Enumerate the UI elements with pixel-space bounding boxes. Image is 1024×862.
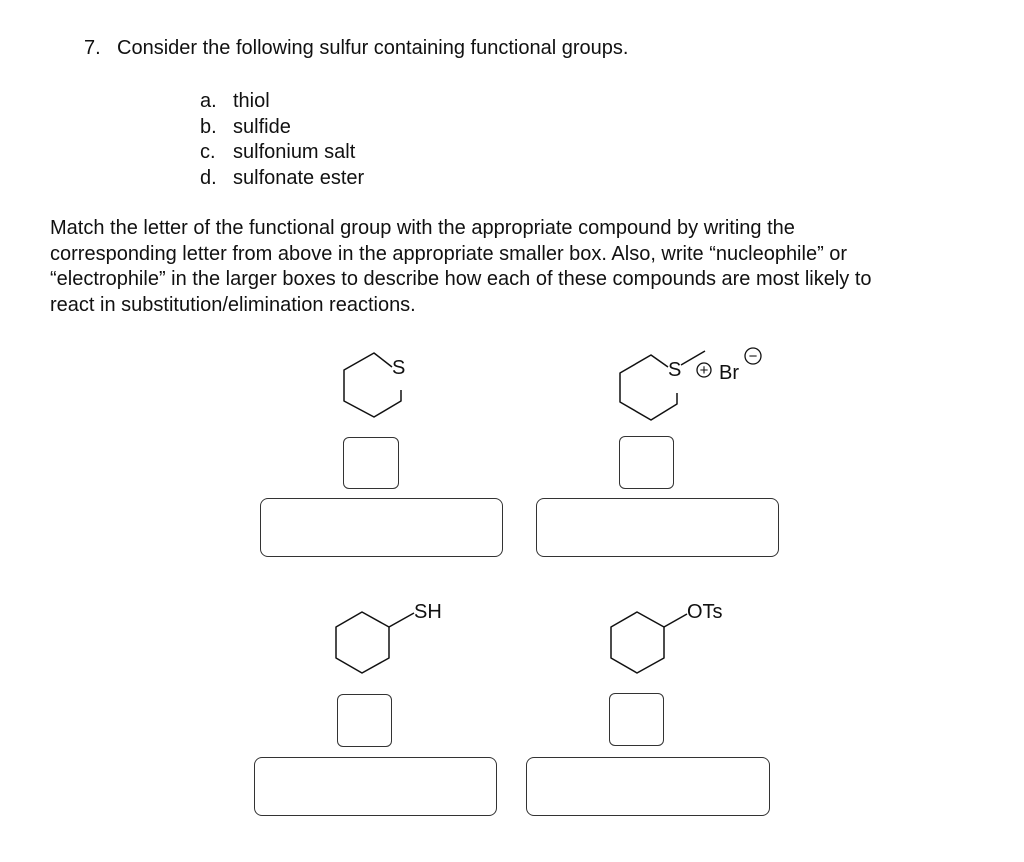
sulfonium-salt-structure (608, 345, 778, 425)
sulfonium-sulfur-label: S (668, 359, 682, 381)
thiol-letter-box[interactable] (337, 694, 392, 747)
tosylate-methylene-bond (664, 614, 687, 627)
option-text: sulfide (233, 115, 291, 138)
functional-group-list (200, 89, 364, 191)
positive-charge-symbol: + (699, 362, 709, 379)
question-number: 7. (84, 37, 101, 59)
option-letter: c. (200, 141, 216, 163)
option-sulfonium-salt (200, 140, 364, 166)
thiol-reactivity-box[interactable] (254, 757, 497, 816)
thiol-ring-bonds (336, 612, 389, 673)
option-thiol (200, 89, 364, 115)
thiane-structure (330, 345, 430, 425)
question-heading (84, 37, 628, 60)
tosylate-reactivity-box[interactable] (526, 757, 770, 816)
thiol-sh-label: SH (414, 601, 442, 623)
option-letter: a. (200, 90, 217, 112)
thiane-reactivity-box[interactable] (260, 498, 503, 557)
option-sulfonate-ester (200, 166, 364, 192)
thiane-letter-box[interactable] (343, 437, 399, 489)
instructions-line-3: “electrophile” in the larger boxes to describe how each of these compounds are most likely to (50, 268, 872, 290)
tosylate-ring-bonds (611, 612, 664, 673)
tosylate-structure (600, 595, 750, 680)
option-text: sulfonate ester (233, 166, 365, 189)
instructions-paragraph (50, 216, 980, 318)
option-text: thiol (233, 90, 270, 112)
instructions-line-1: Match the letter of the functional group with the appropriate compound by writing the (50, 217, 795, 239)
instructions-line-4: react in substitution/elimination reactions. (50, 293, 416, 316)
tosylate-ots-label: OTs (687, 601, 723, 623)
sulfonium-reactivity-box[interactable] (536, 498, 779, 557)
negative-charge-symbol: − (748, 348, 758, 365)
option-letter: d. (200, 166, 217, 189)
bromide-label: Br (719, 362, 739, 384)
thiol-structure (330, 595, 460, 680)
option-letter: b. (200, 115, 217, 138)
sulfonium-letter-box[interactable] (619, 436, 674, 489)
tosylate-letter-box[interactable] (609, 693, 664, 746)
option-text: sulfonium salt (233, 141, 356, 163)
instructions-line-2: corresponding letter from above in the appropriate smaller box. Also, write “nucleophile” or (50, 242, 848, 265)
thiol-methylene-bond (389, 613, 414, 627)
thiane-sulfur-label: S (392, 357, 406, 379)
option-sulfide (200, 115, 364, 141)
question-text: Consider the following sulfur containing functional groups. (117, 37, 629, 59)
